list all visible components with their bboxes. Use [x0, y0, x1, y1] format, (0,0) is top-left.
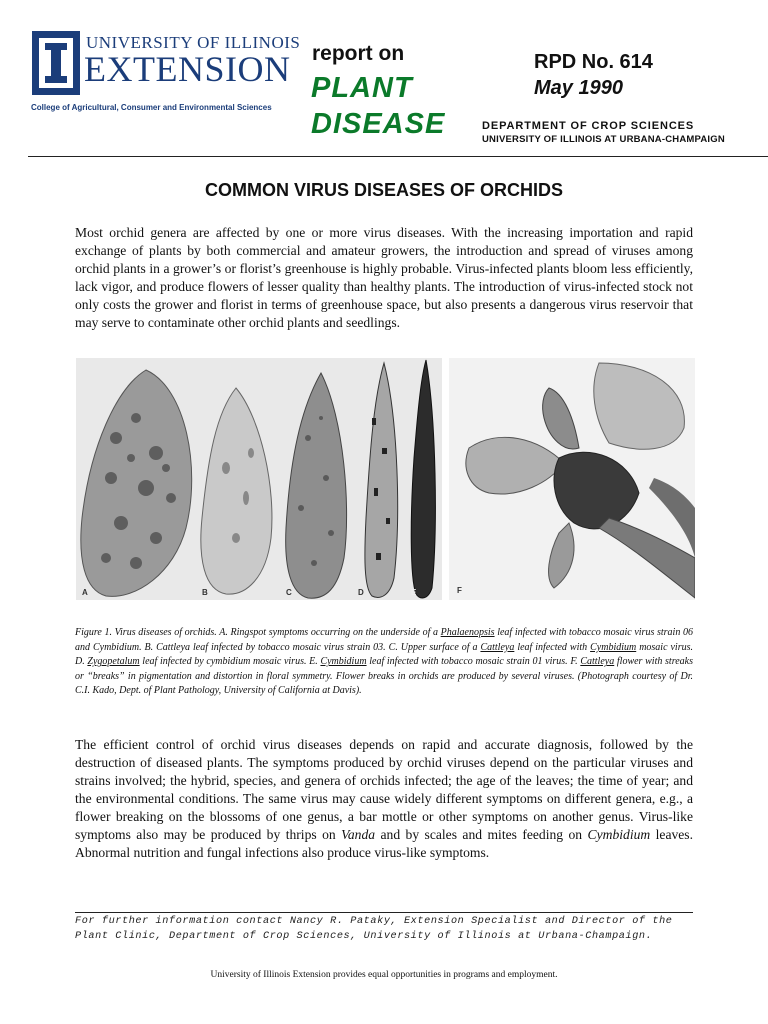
university-logo: [32, 31, 80, 95]
figure-label-a: A: [82, 588, 88, 597]
footer-statement: University of Illinois Extension provides equal opportunities in programs and employment.: [210, 970, 558, 980]
figure-label-e: E: [411, 588, 417, 597]
control-paragraph: The efficient control of orchid virus diseases depends on rapid and accurate diagnosis, followed by the destruction of diseased plants. The symptoms produced by orchid viruses depend on the particular viruses and strains involved; the hybrid, species, and genera of orchids infected; the age of the leaves; the time of year; and the environmental conditions. The same virus may cause widely different symptoms on different genera, e.g., a flower breaking on the blossoms of one genus, a bar mottle or other symptoms on another genus. Virus-like symptoms also may be produced by thrips on Vanda and by scales and mites feeding on Cymbidium leaves. Abnormal nutrition and fungal infections also produce virus-like symptoms.: [75, 737, 693, 860]
leaf-photo-panel: [76, 358, 442, 600]
orchid-flower-photo: [449, 358, 695, 600]
figure-caption: Figure 1. Virus diseases of orchids. A. Ringspot symptoms occurring on the underside of a Phalaenopsis leaf infected with tobacco mosaic virus strain 06 and Cymbidium. B. Cattleya leaf infected by tobacco mosaic virus strain 03. C. Upper surface of a Cattleya leaf infected with Cymbidium mosaic virus. D. Zygopetalum leaf infected by cymbidium mosaic virus. E. Cymbidium leaf infected with tobacco mosaic strain 01 virus. F. Cattleya flower with streaks or “breaks” in pigmentation and distortion in floral symmetry. Flower breaks in orchids are produced by several viruses. (Photograph courtesy of Dr. C.I. Kado, Dept. of Plant Pathology, University of California at Davis).: [75, 627, 693, 697]
contact-note: For further information contact Nancy R. Pataky, Extension Specialist and Director of the Plant Clinic, Department of Crop Sciences, University of Illinois at Urbana-Champaign.: [75, 916, 673, 942]
figure-label-d: D: [358, 588, 364, 597]
plant-heading: PLANT: [311, 72, 413, 104]
orchid-flower-illustration: [449, 358, 695, 600]
header-divider: [28, 156, 768, 157]
report-on-label: report on: [312, 42, 405, 65]
page-title: COMMON VIRUS DISEASES OF ORCHIDS: [204, 180, 564, 200]
university-line: UNIVERSITY OF ILLINOIS AT URBANA-CHAMPAIGN: [482, 134, 725, 145]
university-name: UNIVERSITY OF ILLINOIS: [86, 33, 301, 52]
publication-date: May 1990: [534, 77, 623, 99]
figure-label-c: C: [286, 588, 292, 597]
contact-divider: [75, 912, 693, 913]
disease-heading: DISEASE: [311, 108, 446, 140]
rpd-number: RPD No. 614: [534, 51, 653, 73]
figure-label-f: F: [457, 586, 462, 595]
leaf-illustration: [76, 358, 442, 600]
extension-wordmark: EXTENSION: [84, 49, 291, 89]
intro-paragraph: Most orchid genera are affected by one or more virus diseases. With the increasing importation and rapid exchange of plants by both commercial and amateur growers, the introduction and spread of viruses among orchid plants in a grower’s or florist’s greenhouse is highly probable. Virus-infected plants bloom less efficiently, lack vigor, and produce flowers of lesser quality than healthy plants. The introduction of virus-infected stock not only costs the grower and florist in terms of greenhouse space, but also presents a dangerous virus reservoir that may serve to contaminate other orchid plants and seedlings.: [75, 225, 693, 330]
department-name: DEPARTMENT OF CROP SCIENCES: [482, 120, 695, 132]
college-name: College of Agricultural, Consumer and Environmental Sciences: [31, 103, 272, 112]
figure-label-b: B: [202, 588, 208, 597]
